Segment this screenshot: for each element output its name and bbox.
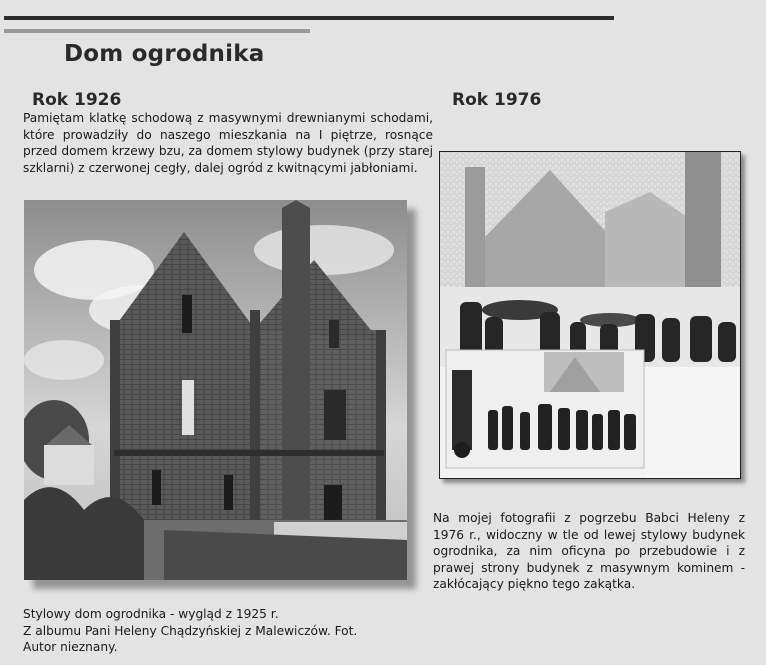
heading-rok-1976: Rok 1976 bbox=[452, 90, 542, 110]
caption-line: Z albumu Pani Heleny Chądzyńskiej z Malewiczów. Fot. bbox=[23, 623, 358, 638]
funeral-1976-photo-collage bbox=[439, 151, 741, 479]
heading-rok-1926: Rok 1926 bbox=[32, 90, 122, 110]
memory-paragraph: Pamiętam klatkę schodową z masywnymi drewnianymi schodami, które prowadziły do naszego mieszkania na I piętrze, rosnące przed domem krzewy bzu, za domem stylowy budynek (przy starej szklarni) z czerwonej cegły, dalej ogród z kwitnącymi jabłoniami. bbox=[23, 111, 433, 175]
historic-photo-caption bbox=[23, 606, 415, 656]
caption-line: Autor nieznany. bbox=[23, 640, 118, 654]
header-rule-light bbox=[4, 29, 310, 33]
funeral-photo-caption: Na mojej fotografii z pogrzebu Babci Heleny z 1976 r., widoczny w tle od lewej stylowy budynek ogrodnika, za nim oficyna po przebudowie i z prawej strony budynek z masywnym kominem - zakłócający piękno tego zakątka. bbox=[433, 511, 745, 591]
header-rule-dark bbox=[4, 16, 614, 20]
gardener-house-1926-photo bbox=[24, 200, 407, 580]
page-title: Dom ogrodnika bbox=[64, 41, 265, 67]
caption-line: Stylowy dom ogrodnika - wygląd z 1925 r. bbox=[23, 607, 279, 621]
